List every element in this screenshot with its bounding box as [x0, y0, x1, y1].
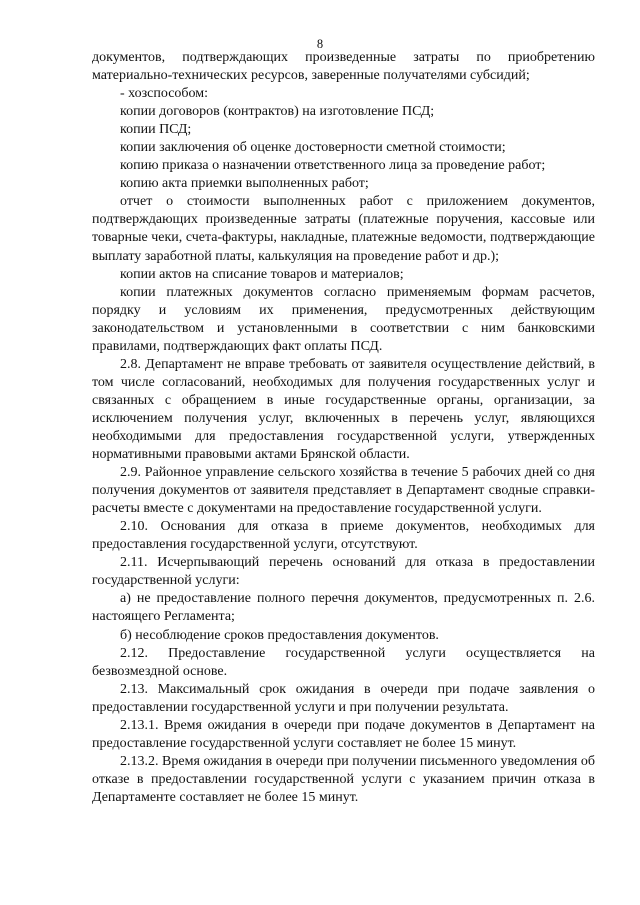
paragraph: 2.13.2. Время ожидания в очереди при получении письменного уведомления об отказе в предоставлении государственной услуги с указанием причин отказа в Департаменте составляет не более 15 минут. — [92, 753, 595, 805]
paragraph: копию акта приемки выполненных работ; — [120, 176, 369, 192]
paragraph: 2.8. Департамент не вправе требовать от заявителя осуществление действий, в том числе согласований, необходимых для получения государственных услуг и связанных с обращением в иные государственные органы, организации, за исключением получения услуг, включенных в перечень услуг, являющихся необходимыми для предоставления государственной услуги, утвержденных нормативными правовыми актами Брянской области. — [92, 356, 595, 463]
paragraph: копии ПСД; — [120, 122, 192, 138]
paragraph: копии платежных документов согласно применяемым формам расчетов, порядку и условиям их применения, предусмотренных действующим законодательством и установленными в соответствии с ним банковскими правилами, подтверждающих факт оплаты ПСД. — [92, 284, 595, 354]
paragraph: 2.11. Исчерпывающий перечень оснований для отказа в предоставлении государственной услуги: — [92, 555, 595, 589]
paragraph: 2.13. Максимальный срок ожидания в очереди при подаче заявления о предоставлении государственной услуги и при получении результата. — [92, 681, 595, 715]
paragraph: а) не предоставление полного перечня документов, предусмотренных п. 2.6. настоящего Регламента; — [92, 591, 595, 625]
paragraph: 2.10. Основания для отказа в приеме документов, необходимых для предоставления государственной услуги, отсутствуют. — [92, 519, 595, 553]
document-body — [92, 49, 595, 807]
paragraph: копии договоров (контрактов) на изготовление ПСД; — [120, 104, 435, 120]
paragraph: документов, подтверждающих произведенные затраты по приобретению материально-технических ресурсов, заверенные получателями субсидий; — [92, 50, 595, 84]
paragraph: 2.12. Предоставление государственной услуги осуществляется на безвозмездной основе. — [92, 645, 595, 679]
paragraph: - хозспособом: — [120, 86, 209, 102]
paragraph: копию приказа о назначении ответственного лица за проведение работ; — [120, 158, 546, 174]
paragraph: копии заключения об оценке достоверности сметной стоимости; — [120, 140, 506, 156]
paragraph: 2.9. Районное управление сельского хозяйства в течение 5 рабочих дней со дня получения документов от заявителя представляет в Департамент сводные справки-расчеты вместе с документами на предоставление государственной услуги. — [92, 465, 595, 517]
page-number: 8 — [316, 37, 324, 51]
paragraph: отчет о стоимости выполненных работ с приложением документов, подтверждающих произведенные затраты (платежные поручения, кассовые или товарные чеки, счета-фактуры, накладные, платежные ведомости, подтверждающие выплату заработной платы, калькуляция на проведение работ и др.); — [92, 194, 595, 264]
paragraph: б) несоблюдение сроков предоставления документов. — [120, 627, 439, 643]
paragraph: копии актов на списание товаров и материалов; — [120, 266, 404, 282]
paragraph: 2.13.1. Время ожидания в очереди при подаче документов в Департамент на предоставление государственной услуги составляет не более 15 минут. — [92, 717, 595, 751]
